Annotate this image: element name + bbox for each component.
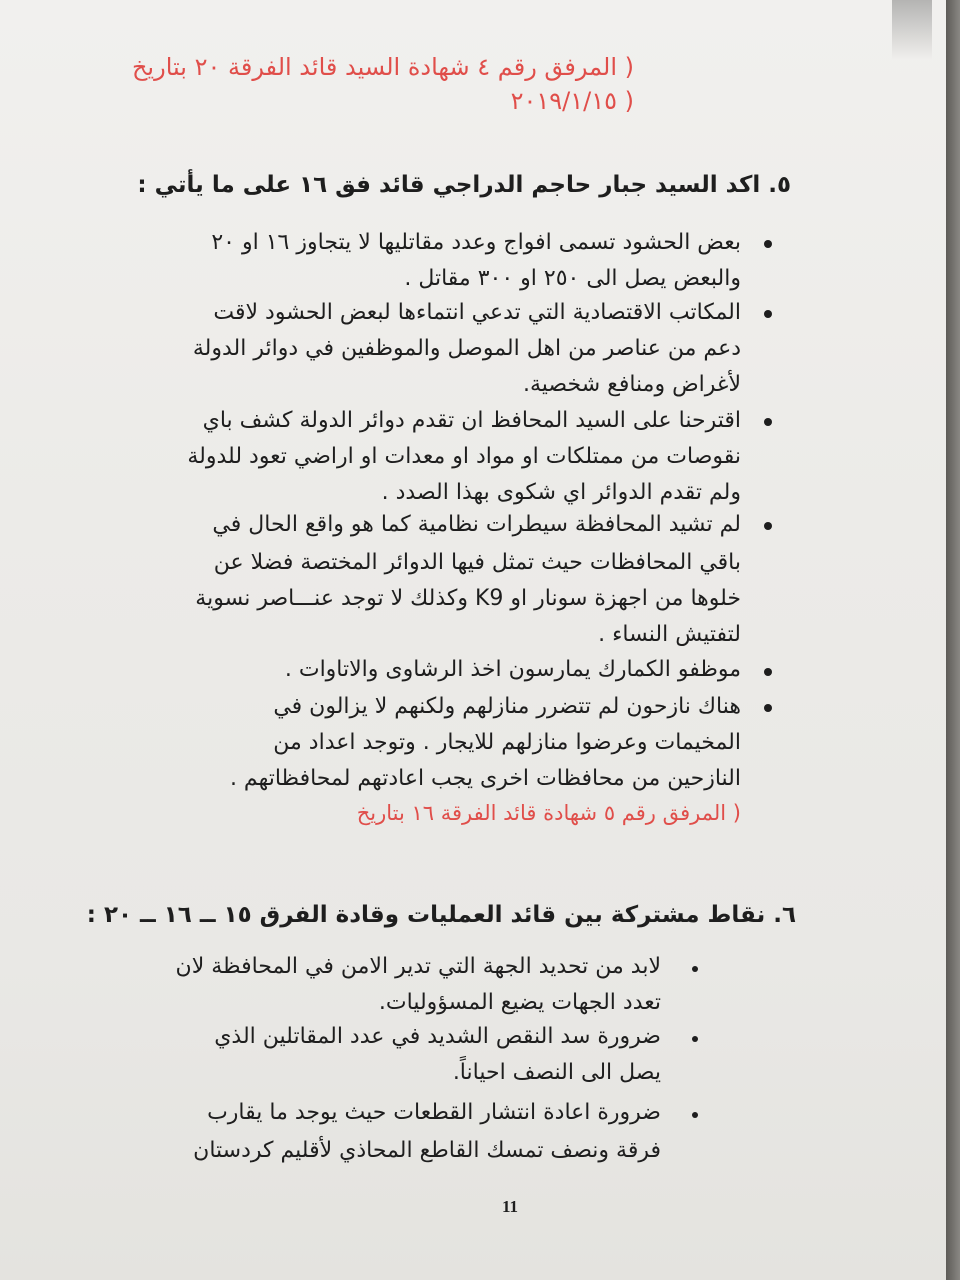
section-5-bullet-3-line-3: ولم تقدم الدوائر اي شكوى بهذا الصدد . [381,480,741,505]
bullet-marker [764,310,772,318]
section-5-bullet-6-line-1: هناك نازحون لم تتضرر منازلهم ولكنهم لا يزالون في [273,694,741,719]
bullet-marker [692,966,698,972]
section-5-bullet-2-line-3: لأغراض ومنافع شخصية. [522,372,741,397]
section-6-bullet-3-line-2: فرقة ونصف تمسك القاطع المحاذي لأقليم كردستان [193,1138,661,1163]
section-5-bullet-1-line-2: والبعض يصل الى ٢٥٠ او ٣٠٠ مقاتل . [404,266,741,291]
section-6-bullet-2-line-2: يصل الى النصف احياناً. [452,1060,661,1085]
section-5-bullet-4-line-4: لتفتيش النساء . [598,622,741,647]
section-5-bullet-4-line-2: باقي المحافظات حيث تمثل فيها الدوائر المختصة فضلا عن [213,550,741,575]
section-6-heading: ٦. نقاط مشتركة بين قائد العمليات وقادة الفرق ١٥ ــ ١٦ ــ ٢٠ : [86,902,796,928]
section-5-bullet-4-line-3: خلوها من اجهزة سونار او K9 وكذلك لا توجد عنـــاصر نسوية [195,586,741,611]
section-5-bullet-6-line-3: النازحين من محافظات اخرى يجب اعادتهم لمحافظاتهم . [229,766,741,791]
bullet-marker [764,240,772,248]
bullet-marker [692,1112,698,1118]
section-5-attachment-note: ( المرفق رقم ٥ شهادة قائد الفرقة ١٦ بتاريخ [356,801,741,825]
section-5-bullet-3-line-2: نقوصات من ممتلكات او مواد او معدات او اراضي تعود للدولة [187,444,741,469]
header-attachment-line-1: ( المرفق رقم ٤ شهادة السيد قائد الفرقة ٢٠ بتاريخ [131,53,634,81]
paper-corner-shadow [892,0,932,60]
header-attachment-line-2: ٢٠١٩/١/١٥ ) [510,87,634,115]
section-6-bullet-1-line-2: تعدد الجهات يضيع المسؤوليات. [378,990,661,1015]
bullet-marker [764,418,772,426]
bullet-marker [764,668,772,676]
background-edge [946,0,960,1280]
section-5-bullet-6-line-2: المخيمات وعرضوا منازلهم للايجار . وتوجد اعداد من [273,730,741,755]
section-5-bullet-1-line-1: بعض الحشود تسمى افواج وعدد مقاتليها لا يتجاوز ١٦ او ٢٠ [211,230,741,255]
section-5-bullet-3-line-1: اقترحنا على السيد المحافظ ان تقدم دوائر الدولة كشف باي [202,408,741,433]
section-6-bullet-1-line-1: لابد من تحديد الجهة التي تدير الامن في المحافظة لان [175,954,661,979]
section-5-heading: ٥. اكد السيد جبار حاجم الدراجي قائد فق ١٦ على ما يأتي : [137,172,791,198]
section-5-bullet-2-line-2: دعم من عناصر من اهل الموصل والموظفين في دوائر الدولة [192,336,741,361]
section-6-bullet-3-line-1: ضرورة اعادة انتشار القطعات حيث يوجد ما يقارب [207,1100,661,1125]
section-5-bullet-4-line-1: لم تشيد المحافظة سيطرات نظامية كما هو واقع الحال في [212,512,741,537]
section-5-bullet-2-line-1: المكاتب الاقتصادية التي تدعي انتماءها لبعض الحشود لاقت [213,300,741,325]
section-6-bullet-2-line-1: ضرورة سد النقص الشديد في عدد المقاتلين الذي [214,1024,661,1049]
bullet-marker [692,1036,698,1042]
bullet-marker [764,704,772,712]
page-number: 11 [501,1197,519,1216]
section-5-bullet-5-line-1: موظفو الكمارك يمارسون اخذ الرشاوى والاتاوات . [284,657,741,682]
bullet-marker [764,522,772,530]
